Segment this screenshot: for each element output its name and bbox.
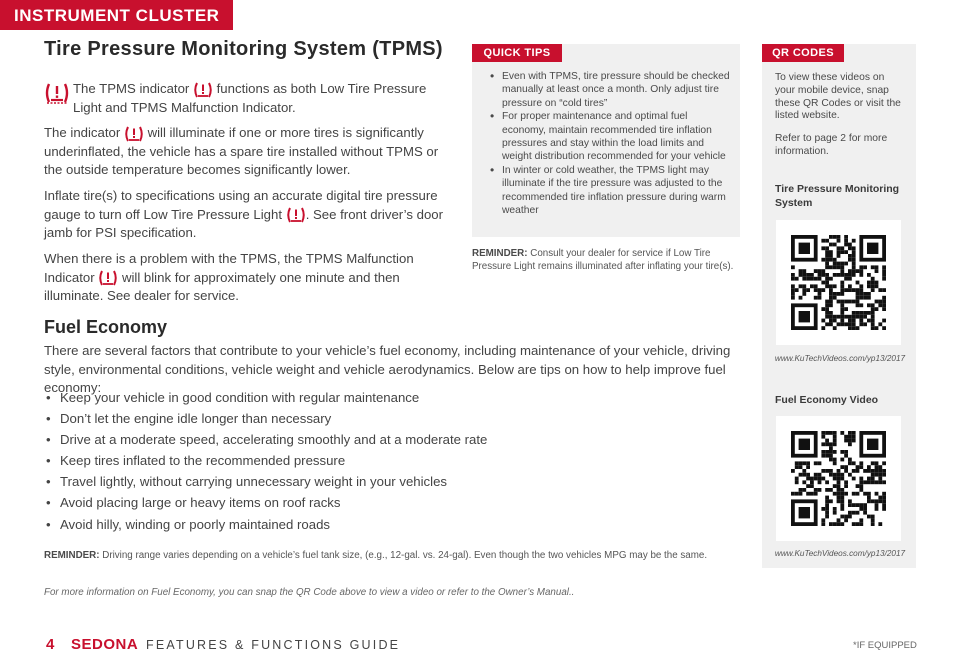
tpms-warning-icon [98, 270, 118, 286]
qr-code-icon [791, 235, 886, 330]
tpms-title: Tire Pressure Monitoring System (TPMS) [44, 38, 443, 60]
tpms-paragraph-1: The TPMS indicator functions as both Low Tire Pressure Light and TPMS Malfunction Indicator. [73, 81, 427, 115]
quick-tip-item: • Even with TPMS, tire pressure should be checked manually at least once a month. Only adjust tire pressure on “cold tires” [488, 70, 734, 110]
fuel-tip-item: • Travel lightly, without carrying unnecessary weight in your vehicles [44, 471, 604, 492]
tpms-warning-icon [193, 82, 213, 98]
brand-name: SEDONA [71, 636, 139, 653]
if-equipped-note: *IF EQUIPPED [853, 640, 917, 651]
fuel-tip-item: • Don’t let the engine idle longer than necessary [44, 408, 604, 429]
fuel-economy-tips [44, 387, 604, 535]
fuel-tip-item: • Keep your vehicle in good condition with regular maintenance [44, 387, 604, 408]
qr-code-tpms[interactable] [776, 220, 901, 345]
reminder-label: REMINDER: [44, 550, 100, 561]
qr-url-fuel[interactable]: www.KuTechVideos.com/yp13/2017 [774, 549, 906, 558]
qr-intro-text: To view these videos on your mobile device, snap these QR Codes or visit the listed website. [775, 72, 901, 122]
tpms-paragraph-4: When there is a problem with the TPMS, the TPMS Malfunction Indicator will blink for approximately one minute and then illuminate. See dealer for service. [44, 251, 414, 303]
tpms-paragraph-3: Inflate tire(s) to specifications using an accurate digital tire pressure gauge to turn off Low Tire Pressure Light . See front driver’s door jamb for PSI specification. [44, 188, 444, 240]
section-tab: INSTRUMENT CLUSTER [0, 0, 233, 30]
quick-tips-list [488, 70, 734, 217]
tpms-warning-icon [44, 82, 70, 104]
qr-code-icon [791, 431, 886, 526]
guide-title: FEATURES & FUNCTIONS GUIDE [146, 638, 401, 652]
tpms-paragraph-2: The indicator will illuminate if one or more tires is significantly underinflated, the vehicle has a spare tire installed without TPMS or the outside temperature becomes significantly lower. [44, 125, 439, 177]
quick-tip-item: • For proper maintenance and optimal fuel economy, maintain recommended tire inflation pressures and stay within the load limits and weight distribution recommended for your vehicle [488, 110, 734, 164]
reminder-label: REMINDER: [472, 248, 528, 259]
fuel-economy-title: Fuel Economy [44, 317, 168, 337]
qr-title-tpms: Tire Pressure Monitoring System [775, 183, 900, 209]
fuel-footnote: For more information on Fuel Economy, you can snap the QR Code above to view a video or refer to the Owner’s Manual.. [44, 587, 575, 598]
qr-codes-label: QR CODES [762, 44, 844, 62]
reminder-text: Consult your dealer for service if Low Tire Pressure Light remains illuminated after inflating your tire(s). [472, 248, 734, 272]
qr-url-tpms[interactable]: www.KuTechVideos.com/yp13/2017 [774, 354, 906, 363]
fuel-economy-intro: There are several factors that contribute to your vehicle’s fuel economy, including maintenance of your vehicle, driving style, environmental conditions, vehicle weight and vehicle aerodynamics. Below are tips on how to help improve fuel economy: [44, 343, 731, 395]
fuel-tip-item: • Avoid placing large or heavy items on roof racks [44, 492, 604, 513]
tpms-reminder [472, 248, 742, 273]
reminder-text: Driving range varies depending on a vehicle’s fuel tank size, (e.g., 12-gal. vs. 24-gal). Even though the two vehicles MPG may be the same. [102, 550, 708, 561]
quick-tips-label: QUICK TIPS [472, 44, 562, 62]
qr-code-fuel[interactable] [776, 416, 901, 541]
tpms-warning-icon [286, 207, 306, 223]
qr-title-fuel: Fuel Economy Video [775, 394, 879, 406]
fuel-tip-item: • Keep tires inflated to the recommended pressure [44, 450, 604, 471]
fuel-tip-item: • Drive at a moderate speed, accelerating smoothly and at a moderate rate [44, 429, 604, 450]
fuel-tip-item: • Avoid hilly, winding or poorly maintained roads [44, 514, 604, 535]
quick-tip-item: • In winter or cold weather, the TPMS light may illuminate if the tire pressure was adjusted to the recommended tire inflation pressure during warm weather [488, 164, 734, 218]
qr-reference-text: Refer to page 2 for more information. [775, 133, 888, 157]
tpms-warning-icon [124, 126, 144, 142]
fuel-reminder [44, 550, 744, 562]
page-number: 4 [46, 636, 55, 653]
